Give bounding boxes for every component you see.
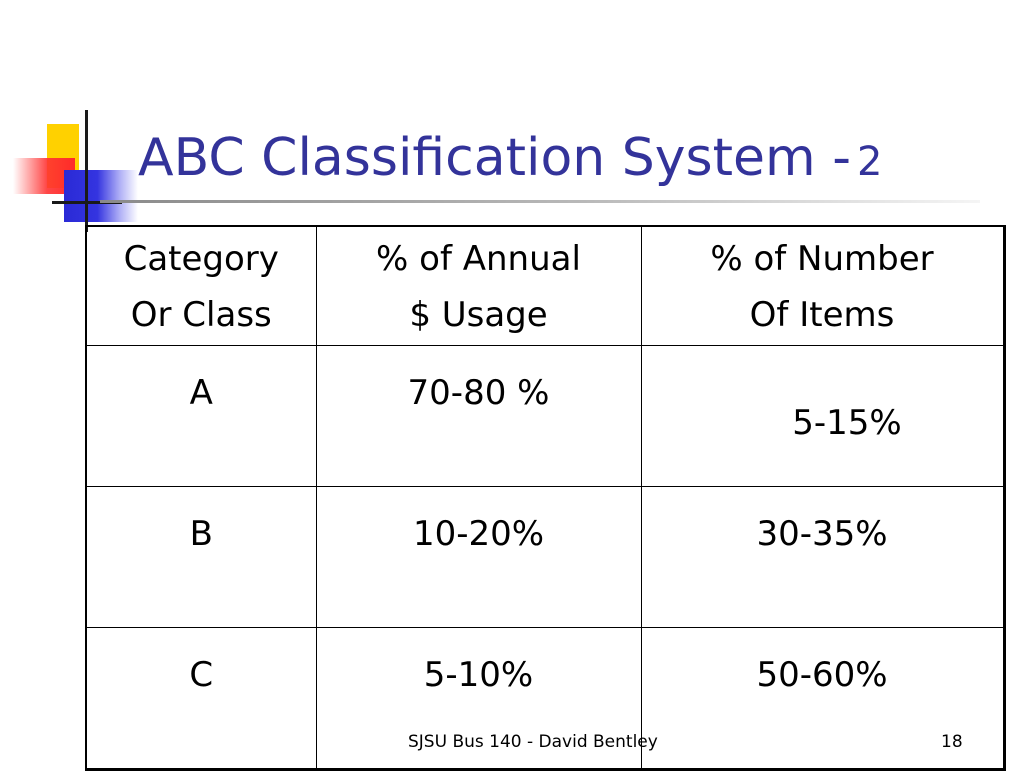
slide-title	[138, 128, 882, 192]
header-annual-usage	[316, 226, 641, 346]
cell-annual-usage: 10-20%	[316, 487, 641, 628]
table-header-row	[86, 226, 1004, 346]
footer-text: SJSU Bus 140 - David Bentley	[408, 732, 658, 752]
decor-vertical-line	[85, 110, 88, 232]
header-number-of-items-line1: % of Number	[710, 239, 934, 279]
header-category	[86, 226, 316, 346]
cell-category: C	[86, 628, 316, 770]
slide-title-text: ABC Classification System -	[138, 128, 851, 188]
cell-number-of-items: 30-35%	[641, 487, 1004, 628]
header-category-line2: Or Class	[130, 295, 272, 335]
header-category-line1: Category	[123, 239, 279, 279]
table-row	[86, 346, 1004, 487]
table-row	[86, 487, 1004, 628]
abc-classification-table	[85, 225, 1006, 771]
cell-annual-usage: 70-80 %	[316, 346, 641, 487]
page-number: 18	[941, 732, 963, 752]
cell-number-of-items: 50-60%	[641, 628, 1004, 770]
cell-number-of-items-value: 5-15%	[792, 403, 902, 443]
cell-category: B	[86, 487, 316, 628]
cell-annual-usage: 5-10%	[316, 628, 641, 770]
header-number-of-items	[641, 226, 1004, 346]
header-annual-usage-line1: % of Annual	[376, 239, 581, 279]
header-number-of-items-line2: Of Items	[749, 295, 895, 335]
cell-category: A	[86, 346, 316, 487]
slide-title-suffix: 2	[856, 139, 883, 185]
decor-blue-square	[64, 170, 138, 222]
title-underline-rule	[100, 200, 980, 203]
header-annual-usage-line2: $ Usage	[409, 295, 548, 335]
cell-number-of-items	[641, 346, 1004, 487]
